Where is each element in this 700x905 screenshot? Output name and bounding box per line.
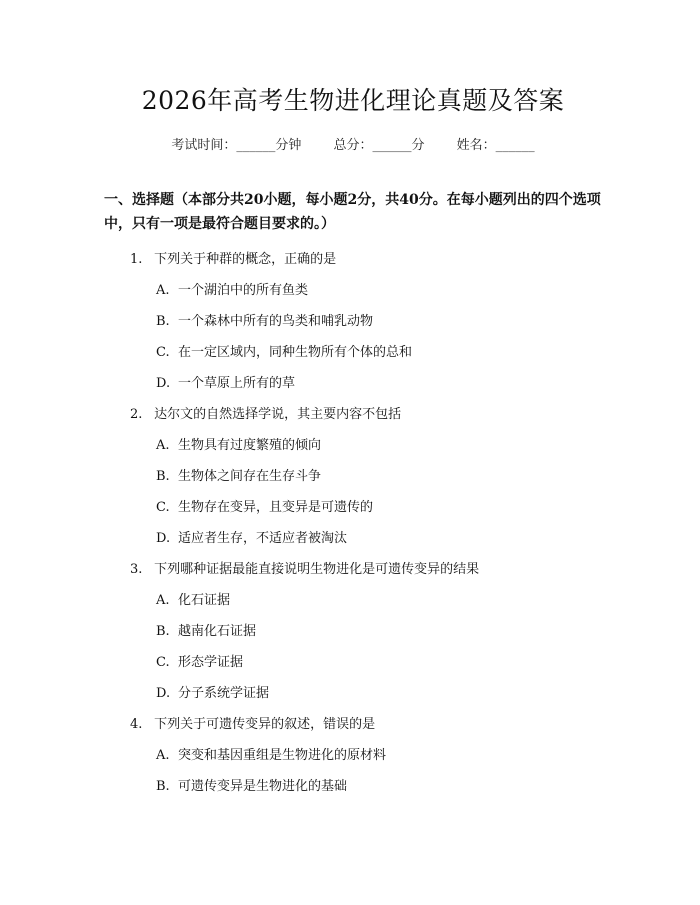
option-letter: C. xyxy=(156,345,170,360)
option-c xyxy=(156,498,602,518)
option-letter: B. xyxy=(156,779,170,794)
question-4 xyxy=(104,715,602,797)
question-text: 下列哪种证据最能直接说明生物进化是可遗传变异的结果 xyxy=(154,562,480,577)
option-d xyxy=(156,374,602,394)
student-name-field: 姓名：______ xyxy=(456,138,535,153)
option-text: 生物存在变异，且变异是可遗传的 xyxy=(178,500,374,515)
option-letter: A. xyxy=(156,438,170,453)
question-list xyxy=(104,250,602,797)
option-text: 一个湖泊中的所有鱼类 xyxy=(178,283,309,298)
option-text: 一个草原上所有的草 xyxy=(178,376,296,391)
question-3 xyxy=(104,560,602,704)
question-text: 下列关于可遗传变异的叙述，错误的是 xyxy=(154,717,376,732)
option-b xyxy=(156,622,602,642)
option-letter: A. xyxy=(156,593,170,608)
page-title: 2026年高考生物进化理论真题及答案 xyxy=(141,86,565,115)
option-letter: A. xyxy=(156,748,170,763)
option-text: 一个森林中所有的鸟类和哺乳动物 xyxy=(178,314,374,329)
question-number: 3. xyxy=(130,562,143,577)
option-letter: C. xyxy=(156,500,170,515)
option-a xyxy=(156,436,602,456)
exam-meta xyxy=(104,136,602,156)
exam-time-field: 考试时间：______分钟 xyxy=(171,138,302,153)
question-stem xyxy=(130,405,602,425)
question-stem xyxy=(130,715,602,735)
option-text: 在一定区域内，同种生物所有个体的总和 xyxy=(178,345,413,360)
option-text: 适应者生存，不适应者被淘汰 xyxy=(178,531,348,546)
question-stem xyxy=(130,560,602,580)
option-text: 越南化石证据 xyxy=(178,624,257,639)
question-text: 下列关于种群的概念，正确的是 xyxy=(154,252,337,267)
option-letter: A. xyxy=(156,283,170,298)
option-b xyxy=(156,777,602,797)
option-letter: B. xyxy=(156,469,170,484)
question-number: 2. xyxy=(130,407,143,422)
option-c xyxy=(156,653,602,673)
question-number: 1. xyxy=(130,252,143,267)
option-list xyxy=(104,281,602,394)
option-list xyxy=(104,591,602,704)
option-a xyxy=(156,281,602,301)
question-number: 4. xyxy=(130,717,143,732)
option-letter: D. xyxy=(156,686,171,701)
section-heading: 一、选择题（本部分共20小题，每小题2分，共40分。在每小题列出的四个选项中，只有一项是最符合题目要求的。） xyxy=(104,192,601,232)
question-1 xyxy=(104,250,602,394)
question-stem xyxy=(130,250,602,270)
option-list xyxy=(104,436,602,549)
option-text: 生物具有过度繁殖的倾向 xyxy=(178,438,322,453)
option-letter: C. xyxy=(156,655,170,670)
option-text: 化石证据 xyxy=(178,593,231,608)
option-letter: D. xyxy=(156,376,171,391)
option-letter: B. xyxy=(156,314,170,329)
option-d xyxy=(156,529,602,549)
option-text: 形态学证据 xyxy=(178,655,244,670)
option-list xyxy=(104,746,602,797)
option-d xyxy=(156,684,602,704)
total-score-field: 总分：______分 xyxy=(333,138,425,153)
option-a xyxy=(156,591,602,611)
question-text: 达尔文的自然选择学说，其主要内容不包括 xyxy=(154,407,402,422)
option-letter: D. xyxy=(156,531,171,546)
option-text: 突变和基因重组是生物进化的原材料 xyxy=(178,748,387,763)
question-2 xyxy=(104,405,602,549)
option-letter: B. xyxy=(156,624,170,639)
option-b xyxy=(156,467,602,487)
option-text: 分子系统学证据 xyxy=(178,686,270,701)
option-b xyxy=(156,312,602,332)
option-text: 生物体之间存在生存斗争 xyxy=(178,469,322,484)
option-c xyxy=(156,343,602,363)
option-a xyxy=(156,746,602,766)
option-text: 可遗传变异是生物进化的基础 xyxy=(178,779,348,794)
